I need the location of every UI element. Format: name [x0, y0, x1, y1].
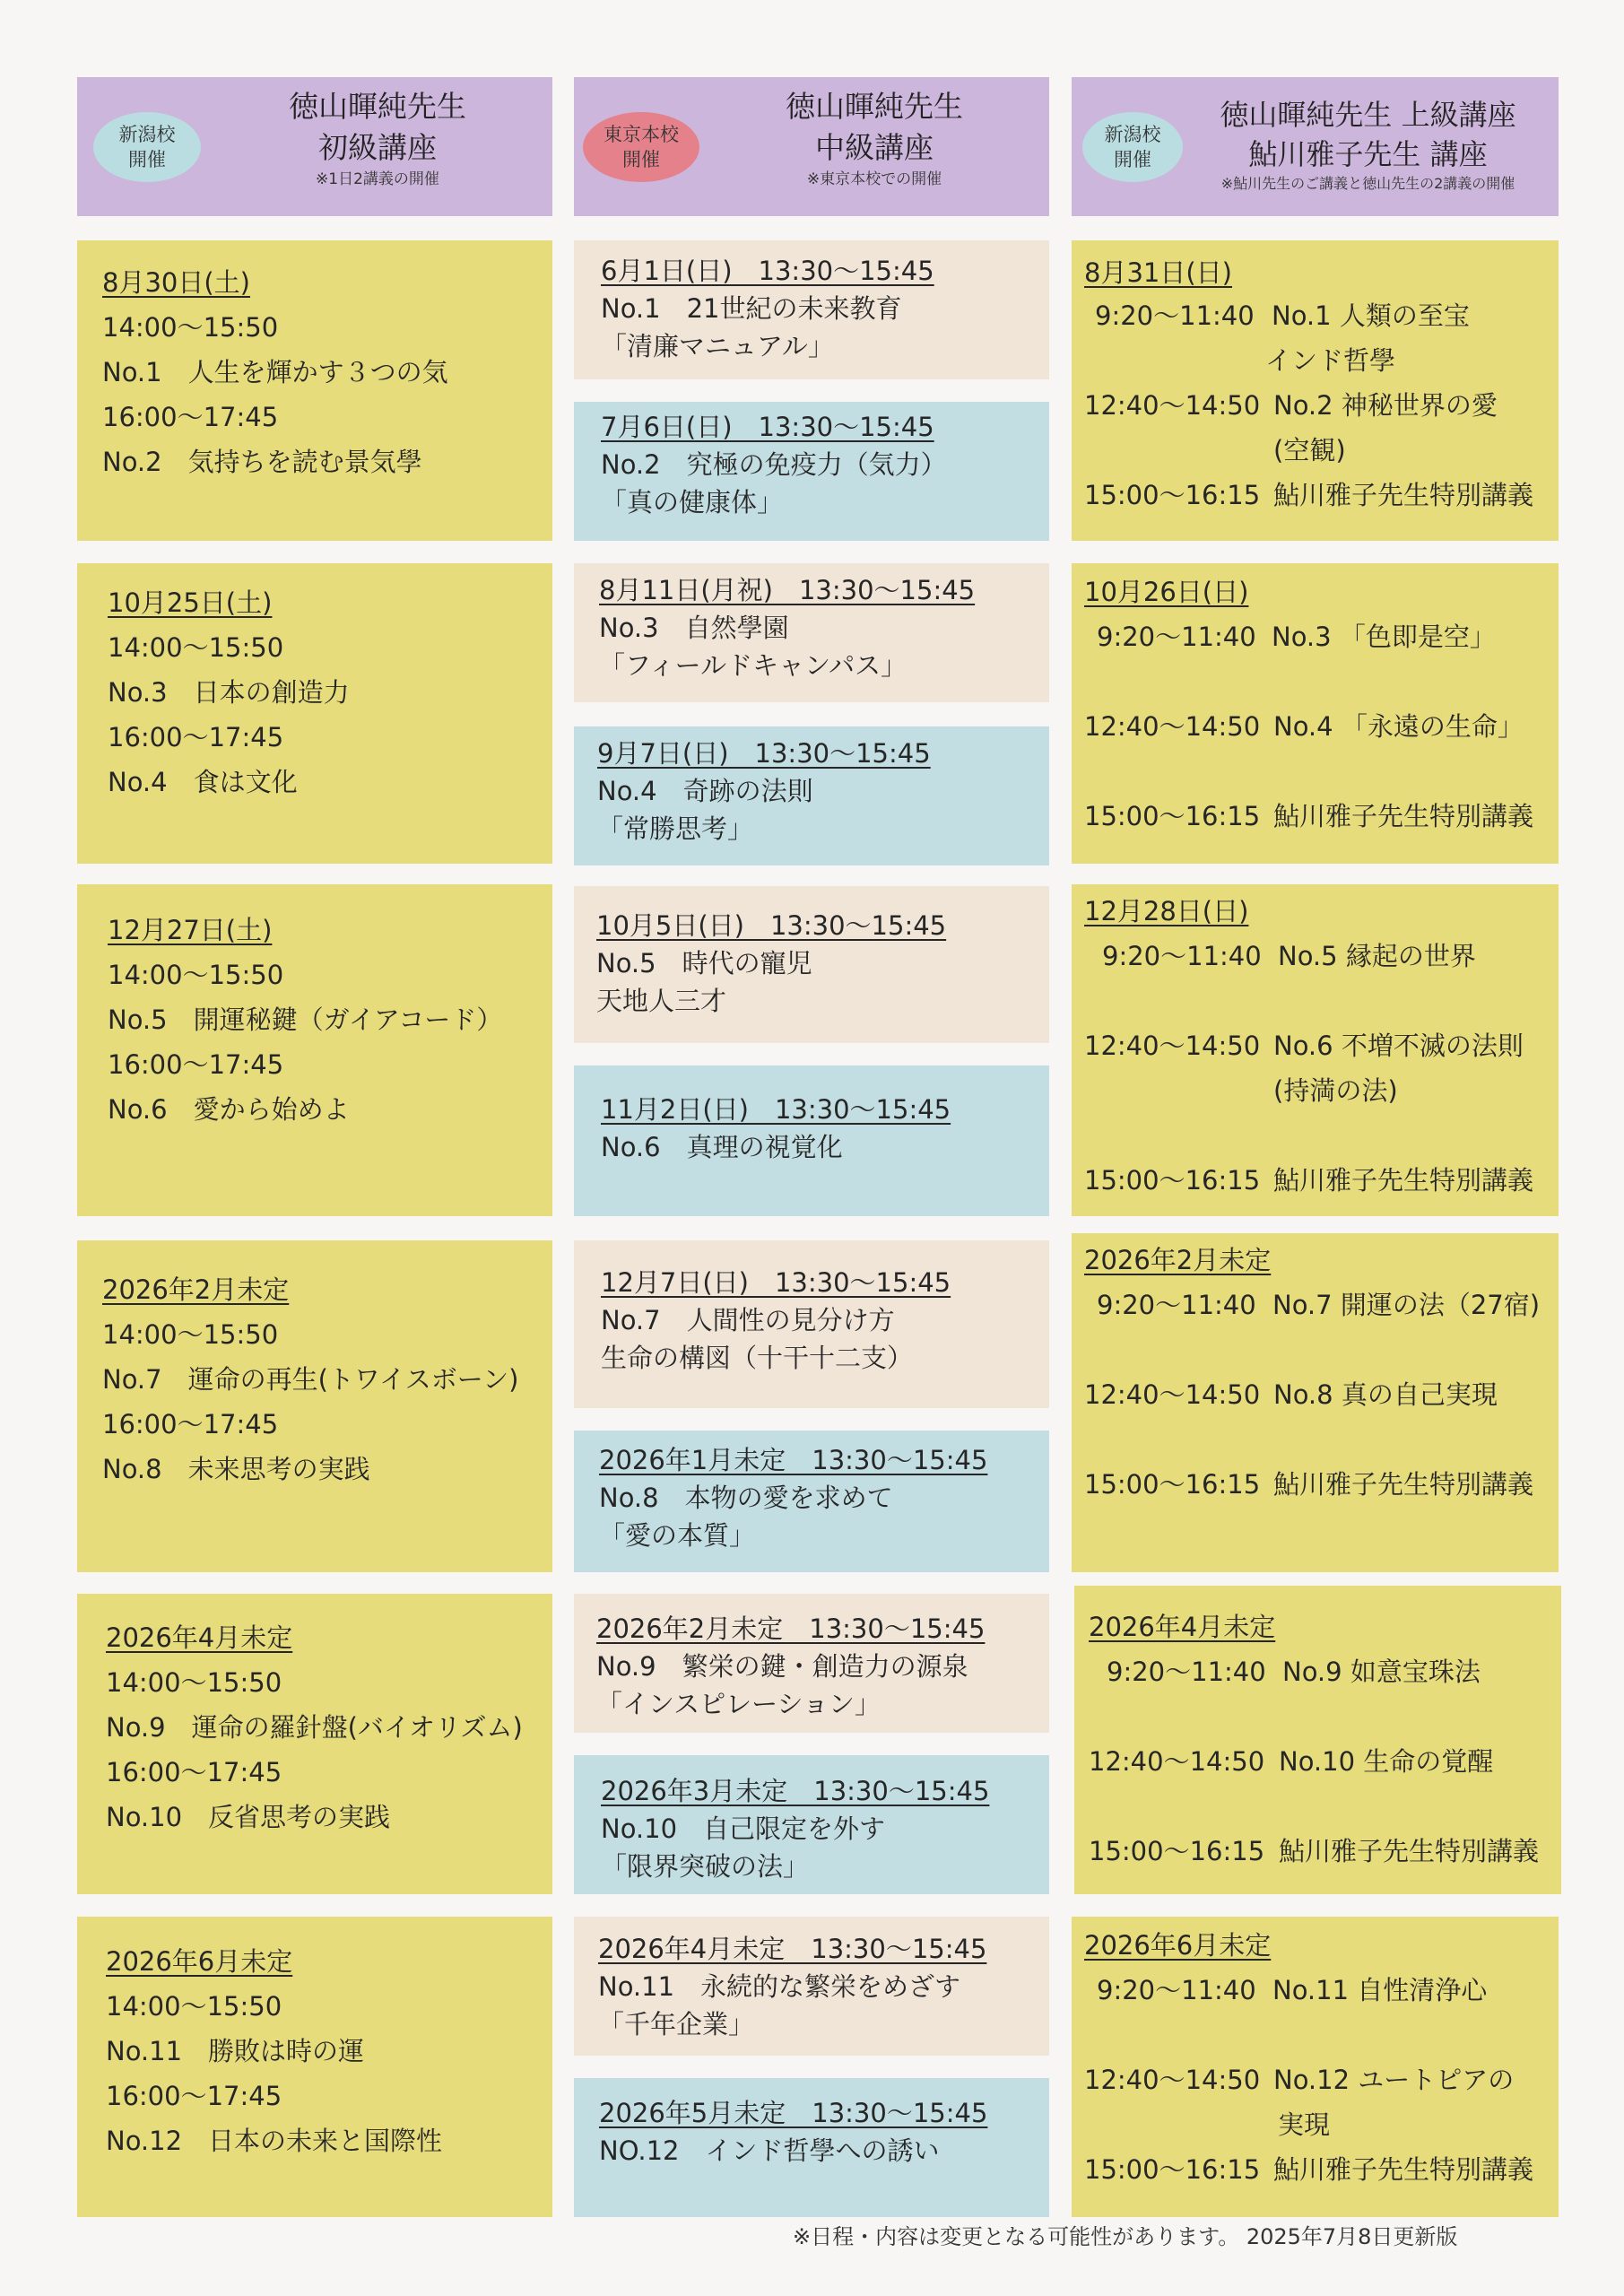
session-date: 10月26日(日) [1084, 577, 1249, 607]
session-time: 12:40〜14:50 [1084, 1379, 1261, 1410]
intermediate-session-card [574, 2078, 1049, 2217]
session-time: 14:00〜15:50 [106, 1991, 282, 2022]
lecture-title: NO.12 インド哲學への誘い [599, 2135, 940, 2166]
lecture-title: 鮎川雅子先生特別講義 [1273, 1469, 1534, 1500]
session-time: 15:00〜16:15 [1084, 480, 1261, 510]
lecture-title: No.10 自己限定を外す [601, 1813, 886, 1844]
session-date: 12月7日(日) 13:30〜15:45 [601, 1267, 951, 1298]
lecture-subtitle: 生命の構図（十干十二支） [601, 1343, 914, 1373]
session-date: 2026年3月未定 13:30〜15:45 [601, 1776, 990, 1806]
lecture-title: No.1 人類の至宝 [1272, 300, 1470, 331]
header-note: ※鮎川先生のご講義と徳山先生の2講義の開催 [1220, 175, 1515, 192]
session-time: 14:00〜15:50 [102, 312, 279, 343]
session-time: 12:40〜14:50 [1084, 2065, 1261, 2095]
intermediate-session-card [574, 1594, 1049, 1733]
lecture-title: No.6 愛から始めよ [108, 1094, 350, 1125]
lecture-title: No.9 運命の羅針盤(バイオリズム) [106, 1712, 523, 1743]
intermediate-session-card [574, 1755, 1049, 1894]
lecture-title: No.11 永続的な繁栄をめざす [598, 1971, 961, 2002]
lecture-subtitle: 実現 [1278, 2109, 1331, 2140]
header-advanced [1072, 77, 1559, 216]
intermediate-session-card [574, 563, 1049, 702]
session-time: 9:20〜11:40 [1097, 1975, 1256, 2005]
session-time: 12:40〜14:50 [1084, 1031, 1261, 1061]
footer-note: ※日程・内容は変更となる可能性があります。 2025年7月8日更新版 [793, 2224, 1458, 2249]
session-time: 14:00〜15:50 [108, 960, 284, 990]
lecture-subtitle: インド哲學 [1265, 345, 1396, 376]
lecture-title: 鮎川雅子先生特別講義 [1273, 801, 1534, 831]
advanced-session-card [1072, 1233, 1559, 1572]
lecture-subtitle: (持満の法) [1273, 1075, 1398, 1106]
lecture-title: No.11 自性清浄心 [1272, 1975, 1488, 2005]
session-date: 12月27日(土) [108, 915, 273, 945]
session-date: 10月25日(土) [108, 587, 273, 618]
session-time: 15:00〜16:15 [1084, 801, 1261, 831]
lecture-title: No.1 人生を輝かす３つの気 [102, 357, 448, 387]
lecture-title: No.5 時代の寵児 [596, 948, 812, 978]
beginner-session-card [77, 884, 552, 1216]
session-date: 8月31日(日) [1084, 257, 1232, 288]
header-title: 徳山暉純先生 中級講座 ※東京本校での開催 [699, 86, 1049, 190]
lecture-title: 鮎川雅子先生特別講義 [1273, 1165, 1534, 1196]
lecture-subtitle: 「愛の本質」 [599, 1520, 756, 1551]
lecture-title: No.9 繁栄の鍵・創造力の源泉 [596, 1651, 968, 1682]
lecture-title: No.1 21世紀の未来教育 [601, 293, 902, 324]
lecture-title: No.3 「色即是空」 [1272, 622, 1496, 652]
session-time: 15:00〜16:15 [1084, 1165, 1261, 1196]
lecture-title: No.5 縁起の世界 [1278, 941, 1476, 971]
lecture-title: No.10 反省思考の実践 [106, 1802, 391, 1832]
lecture-title: No.6 真理の視覚化 [601, 1132, 843, 1162]
advanced-session-card [1074, 1586, 1561, 1894]
session-date: 2026年2月未定 13:30〜15:45 [596, 1613, 986, 1644]
lecture-title: No.8 真の自己実現 [1273, 1379, 1498, 1410]
beginner-session-card [77, 563, 552, 864]
lecture-title: No.4 食は文化 [108, 767, 298, 797]
session-date: 2026年4月未定 13:30〜15:45 [598, 1934, 987, 1964]
lecture-subtitle: 「限界突破の法」 [601, 1851, 810, 1882]
intermediate-session-card [574, 1917, 1049, 2056]
lecture-title: No.2 究極の免疫力（気力） [601, 449, 947, 480]
session-time: 14:00〜15:50 [106, 1667, 282, 1698]
session-time: 12:40〜14:50 [1089, 1746, 1265, 1777]
lecture-title: No.12 ユートピアの [1273, 2065, 1515, 2095]
lecture-title: 鮎川雅子先生特別講義 [1273, 480, 1534, 510]
venue-badge: 新潟校 開催 [1082, 112, 1183, 182]
session-date: 10月5日(日) 13:30〜15:45 [596, 910, 947, 941]
session-time: 16:00〜17:45 [102, 402, 279, 432]
lecture-subtitle: 「常勝思考」 [597, 813, 754, 844]
lecture-subtitle: (空観) [1273, 435, 1346, 465]
session-time: 12:40〜14:50 [1084, 711, 1261, 742]
session-time: 16:00〜17:45 [108, 1049, 284, 1080]
session-date: 2026年4月未定 [106, 1622, 293, 1653]
lecture-title: No.8 未来思考の実践 [102, 1454, 370, 1484]
session-time: 16:00〜17:45 [106, 1757, 282, 1787]
session-date: 8月11日(月祝) 13:30〜15:45 [599, 575, 976, 605]
intermediate-session-card [574, 1431, 1049, 1572]
lecture-title: No.3 日本の創造力 [108, 677, 350, 708]
advanced-session-card [1072, 884, 1559, 1216]
intermediate-session-card [574, 1065, 1049, 1216]
lecture-subtitle: 「インスピレーション」 [596, 1689, 881, 1719]
lecture-title: No.2 気持ちを読む景気學 [102, 447, 422, 477]
intermediate-session-card [574, 886, 1049, 1043]
lecture-subtitle: 「清廉マニュアル」 [601, 331, 834, 361]
session-time: 15:00〜16:15 [1089, 1836, 1265, 1866]
session-date: 7月6日(日) 13:30〜15:45 [601, 412, 934, 442]
header-note: ※東京本校での開催 [806, 170, 942, 188]
session-date: 2026年2月未定 [1084, 1245, 1272, 1275]
lecture-title: No.7 運命の再生(トワイスボーン) [102, 1364, 519, 1395]
intermediate-session-card [574, 1240, 1049, 1408]
venue-badge: 新潟校 開催 [93, 112, 201, 182]
beginner-session-card [77, 240, 552, 541]
session-date: 2026年2月未定 [102, 1274, 290, 1305]
session-time: 16:00〜17:45 [106, 2081, 282, 2111]
session-date: 6月1日(日) 13:30〜15:45 [601, 256, 934, 286]
session-time: 15:00〜16:15 [1084, 2154, 1261, 2185]
session-time: 12:40〜14:50 [1084, 390, 1261, 421]
lecture-subtitle: 「フィールドキャンパス」 [599, 650, 908, 681]
advanced-session-card [1072, 563, 1559, 864]
lecture-title: No.7 人間性の見分け方 [601, 1305, 895, 1335]
session-date: 9月7日(日) 13:30〜15:45 [597, 738, 931, 769]
header-beginner [77, 77, 552, 216]
lecture-title: No.10 生命の覚醒 [1279, 1746, 1494, 1777]
session-date: 2026年1月未定 13:30〜15:45 [599, 1445, 988, 1475]
lecture-title: No.5 開運秘鍵（ガイアコード） [108, 1004, 503, 1035]
advanced-session-card [1072, 240, 1559, 541]
lecture-title: No.4 奇跡の法則 [597, 776, 813, 806]
header-intermediate [574, 77, 1049, 216]
beginner-session-card [77, 1594, 552, 1894]
session-date: 2026年5月未定 13:30〜15:45 [599, 2098, 988, 2128]
lecture-title: No.8 本物の愛を求めて [599, 1483, 893, 1513]
beginner-session-card [77, 1917, 552, 2217]
session-time: 14:00〜15:50 [102, 1319, 279, 1350]
lecture-title: No.3 自然學園 [599, 613, 789, 643]
session-time: 14:00〜15:50 [108, 632, 284, 663]
lecture-title: 鮎川雅子先生特別講義 [1279, 1836, 1540, 1866]
lecture-title: No.9 如意宝珠法 [1282, 1657, 1481, 1687]
lecture-title: No.6 不増不滅の法則 [1273, 1031, 1524, 1061]
session-date: 12月28日(日) [1084, 896, 1249, 926]
session-time: 15:00〜16:15 [1084, 1469, 1261, 1500]
session-date: 2026年4月未定 [1089, 1612, 1276, 1642]
advanced-session-card [1072, 1917, 1559, 2217]
session-time: 9:20〜11:40 [1107, 1657, 1266, 1687]
session-time: 9:20〜11:40 [1095, 300, 1255, 331]
lecture-subtitle: 「千年企業」 [598, 2009, 755, 2039]
session-date: 11月2日(日) 13:30〜15:45 [601, 1094, 951, 1125]
session-date: 2026年6月未定 [1084, 1930, 1272, 1961]
lecture-title: No.12 日本の未来と国際性 [106, 2126, 443, 2156]
lecture-title: 鮎川雅子先生特別講義 [1273, 2154, 1534, 2185]
header-note: ※1日2講義の開催 [316, 170, 439, 188]
session-time: 16:00〜17:45 [108, 722, 284, 752]
header-title: 徳山暉純先生 上級講座 鮎川雅子先生 講座 ※鮎川先生のご講義と徳山先生の2講義の開催 [1177, 95, 1559, 194]
intermediate-session-card [574, 726, 1049, 865]
session-date: 8月30日(土) [102, 267, 250, 298]
lecture-title: No.11 勝敗は時の運 [106, 2036, 365, 2066]
header-title: 徳山暉純先生 初級講座 ※1日2講義の開催 [203, 86, 552, 190]
session-date: 2026年6月未定 [106, 1946, 293, 1977]
session-time: 9:20〜11:40 [1097, 622, 1256, 652]
venue-badge: 東京本校 開催 [583, 112, 699, 182]
lecture-title: No.4 「永遠の生命」 [1273, 711, 1524, 742]
lecture-subtitle: 天地人三才 [596, 986, 727, 1016]
session-time: 9:20〜11:40 [1102, 941, 1262, 971]
lecture-subtitle: 「真の健康体」 [601, 487, 784, 517]
intermediate-session-card [574, 402, 1049, 541]
beginner-session-card [77, 1240, 552, 1572]
lecture-title: No.2 神秘世界の愛 [1273, 390, 1498, 421]
lecture-title: No.7 開運の法（27宿) [1272, 1290, 1541, 1320]
intermediate-session-card [574, 240, 1049, 379]
session-time: 16:00〜17:45 [102, 1409, 279, 1439]
session-time: 9:20〜11:40 [1097, 1290, 1256, 1320]
